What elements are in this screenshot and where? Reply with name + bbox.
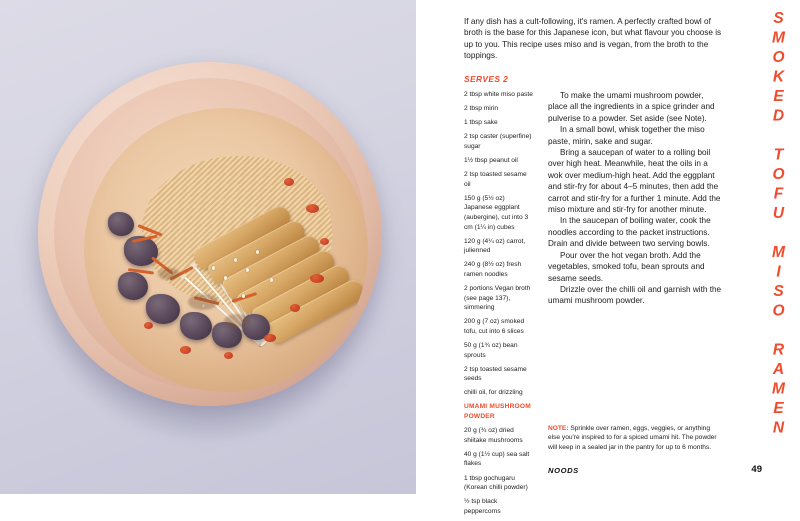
- chapter-label: NOODS: [548, 466, 579, 475]
- broth: [84, 108, 368, 392]
- chilli-oil-drop: [284, 178, 294, 186]
- ingredient-item: 2 tsp toasted sesame oil: [464, 171, 527, 188]
- ingredient-item: 20 g (¾ oz) dried shiitake mushrooms: [464, 427, 523, 444]
- method-step: Pour over the hot vegan broth. Add the vegetables, smoked tofu, bean sprouts and sesame seeds.: [548, 250, 705, 283]
- sesame-seed: [242, 294, 245, 298]
- method-step: In the saucepan of boiling water, cook the noodles according to the packet instructions. Drain and divide between two serving bowls.: [548, 216, 711, 249]
- eggplant-chunk: [108, 212, 134, 236]
- umami-mushroom-powder: [188, 294, 218, 310]
- ingredient-item: 240 g (8½ oz) fresh ramen noodles: [464, 261, 522, 278]
- ingredient-item: 2 tbsp white miso paste: [464, 91, 533, 98]
- recipe-title: SMOKED TOFU MISO RAMEN: [770, 10, 787, 439]
- ingredient-item: 2 portions Vegan broth (see page 137), simmering: [464, 285, 531, 312]
- ingredient-item: 120 g (4¼ oz) carrot, julienned: [464, 237, 526, 255]
- page-number: 49: [751, 464, 762, 475]
- recipe-intro: If any dish has a cult-following, it's ramen. A perfectly crafted bowl of broth is the base for this Japanese icon, but what flavour you choose is up to you. This recipe uses miso and is vegan, from the broth to the toppings.: [464, 17, 722, 61]
- method-steps: [548, 90, 722, 307]
- note-text: Sprinkle over ramen, eggs, veggies, or anything else you're inspired to for a spiced umami hit. The powder will keep in a sealed jar in the pantry for up to 6 months.: [548, 425, 717, 451]
- ingredient-item: 50 g (1¾ oz) bean sprouts: [464, 341, 518, 359]
- method-step: Drizzle over the chilli oil and garnish with the umami mushroom powder.: [548, 284, 722, 306]
- method-step: In a small bowl, whisk together the miso paste, mirin, sake and sugar.: [548, 125, 705, 146]
- eggplant-chunk: [146, 294, 180, 324]
- sesame-seed: [270, 278, 273, 282]
- sesame-seed: [246, 268, 249, 272]
- serves-label: SERVES 2: [464, 74, 509, 84]
- ingredient-item: 40 g (1½ cup) sea salt flakes: [464, 450, 530, 468]
- chilli-oil-drop: [144, 322, 153, 329]
- ingredient-item: 2 tsp toasted sesame seeds: [464, 365, 527, 383]
- ingredient-item: 2 tbsp mirin: [464, 105, 499, 113]
- eggplant-chunk: [118, 272, 148, 300]
- ramen-bowl-photo: [38, 62, 382, 406]
- recipe-note: [548, 424, 722, 452]
- ingredients-list: [464, 90, 534, 521]
- chilli-oil-drop: [306, 204, 319, 213]
- eggplant-chunk: [180, 312, 212, 340]
- photo-page: [0, 0, 416, 494]
- ingredient-item: 1½ tbsp peanut oil: [464, 156, 518, 164]
- sesame-seed: [256, 250, 259, 254]
- method-step: Bring a saucepan of water to a rolling boil over high heat. Meanwhile, heat the oils in a wok over medium-high heat. Add the eggplant and stir-fry for about 4–5 minutes, then add the carrot and stir-fry for a further 1 minute. Add the miso mixture and stir-fry for another minute.: [548, 148, 721, 215]
- note-label: NOTE:: [548, 425, 569, 432]
- ingredient-item: 1 tbsp sake: [464, 119, 498, 127]
- chilli-oil-drop: [310, 274, 324, 283]
- ingredient-item: chilli oil, for drizzling: [464, 389, 523, 397]
- umami-mushroom-powder: [158, 268, 180, 280]
- ingredients-subheading: UMAMI MUSHROOM POWDER: [464, 403, 531, 421]
- chilli-oil-drop: [320, 238, 329, 245]
- umami-mushroom-powder: [224, 314, 250, 328]
- bowl-rim: [54, 78, 366, 390]
- ingredient-item: 2 tsp caster (superfine) sugar: [464, 133, 532, 150]
- recipe-page: [416, 0, 800, 515]
- chilli-oil-drop: [180, 346, 191, 354]
- ingredient-item: 1 tbsp gochugaru (Korean chilli powder): [464, 474, 528, 492]
- ingredient-item: 150 g (5½ oz) Japanese eggplant (aubergine), cut into 3 cm (1¼ in) cubes: [464, 194, 529, 231]
- sesame-seed: [224, 276, 227, 280]
- chilli-oil-drop: [264, 334, 276, 342]
- method-step: To make the umami mushroom powder, place all the ingredients in a spice grinder and pulverise to a powder. Set aside (see Note).: [548, 91, 715, 123]
- sesame-seed: [212, 266, 215, 270]
- ingredient-item: ½ tsp black peppercorns: [464, 498, 501, 515]
- chilli-oil-drop: [224, 352, 233, 359]
- ingredient-item: 200 g (7 oz) smoked tofu, cut into 6 slices: [464, 318, 525, 335]
- chilli-oil-drop: [290, 304, 300, 312]
- sesame-seed: [234, 258, 237, 262]
